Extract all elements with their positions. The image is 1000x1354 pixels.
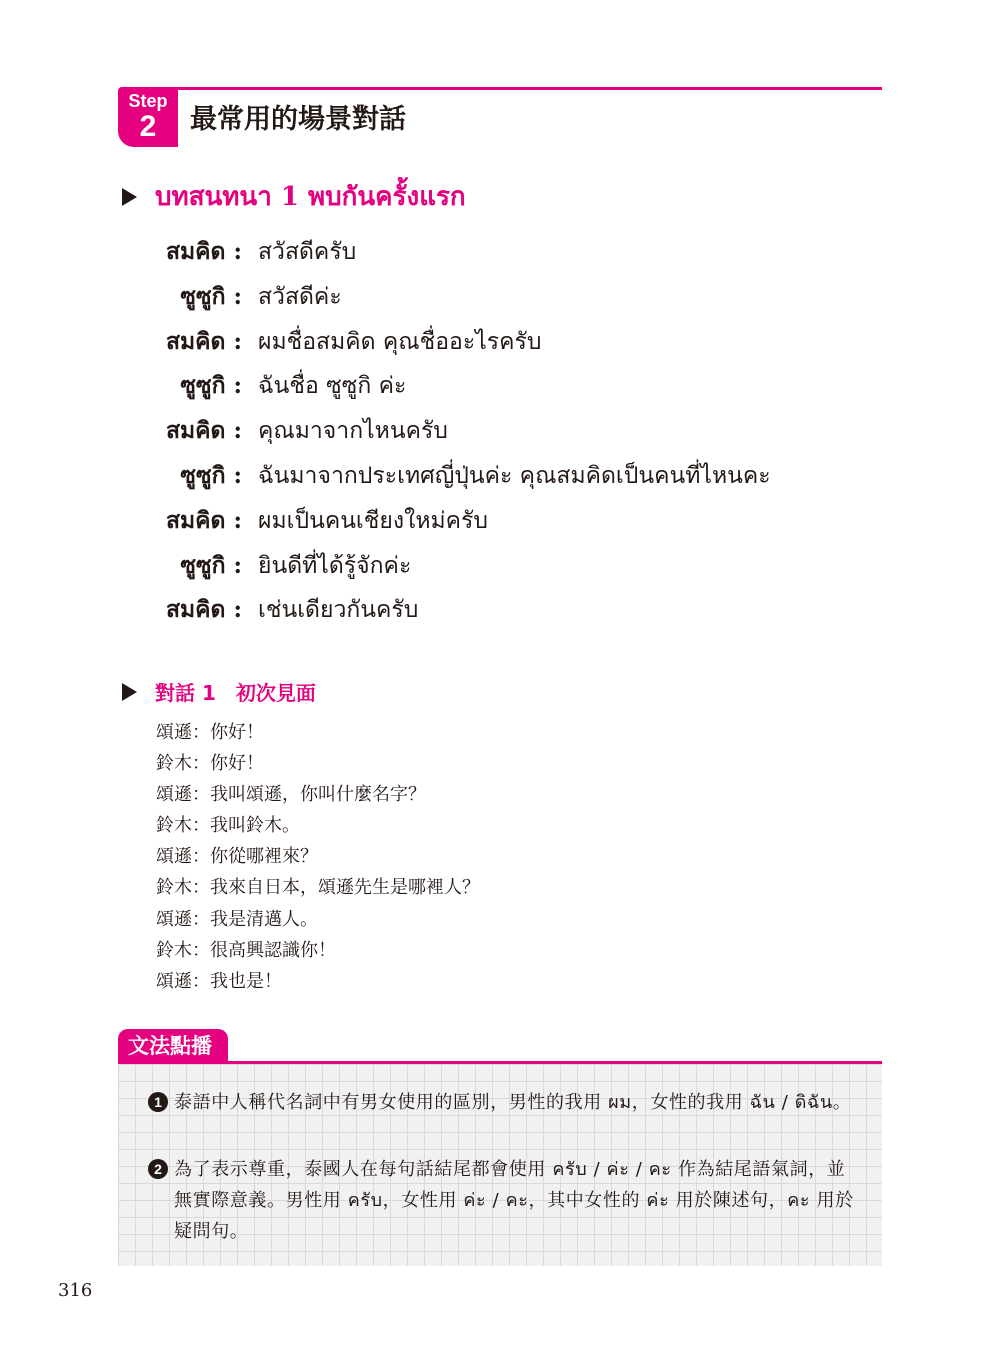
dialogue-line [0, 364, 1000, 409]
dialogue-text: 我也是！ [210, 970, 282, 992]
dialogue-line [0, 588, 1000, 633]
dialogue-line [0, 275, 1000, 320]
dialogue-line [0, 454, 1000, 499]
dialogue-text: ผมเป็นคนเชียงใหม่ครับ [258, 507, 488, 534]
dialogue-line [156, 872, 480, 903]
dialogue-text: 很高興認識你！ [210, 939, 336, 961]
speaker-name: สมคิด : [165, 506, 242, 534]
dialogue-line [0, 499, 1000, 544]
speaker-name: 鈴木： [156, 877, 210, 899]
chinese-dialogue [156, 717, 480, 997]
dialogue-text: สวัสดีครับ [258, 239, 357, 265]
step-header-rule [176, 87, 882, 90]
dialogue-text: ฉันชื่อ ซูซูกิ ค่ะ [258, 373, 407, 400]
dialogue-text: ยินดีที่ได้รู้จักค่ะ [258, 552, 412, 579]
speaker-name: สมคิด : [165, 417, 242, 445]
note-number-badge: 2 [148, 1159, 168, 1179]
dialogue-text: 你好！ [210, 722, 264, 743]
speaker-name: สมคิด : [165, 327, 242, 355]
speaker-name: 頌遜： [156, 722, 210, 743]
grammar-notes-box [118, 1064, 882, 1266]
triangle-bullet-icon [122, 683, 137, 701]
dialogue-line [0, 409, 1000, 454]
speaker-name: ซูซูกิ : [180, 282, 242, 310]
speaker-name: 頌遜： [156, 970, 210, 992]
dialogue-text: 我叫鈴木。 [210, 815, 300, 837]
speaker-name: 頌遜： [156, 846, 210, 868]
dialogue-text: 你從哪裡來？ [210, 846, 318, 868]
step-word: Step [128, 91, 168, 111]
dialogue-line [0, 230, 1000, 275]
dialogue-line [156, 748, 480, 779]
dialogue-text: สวัสดีค่ะ [258, 283, 342, 310]
dialogue-text: 我是清邁人。 [210, 908, 318, 930]
dialogue-line [156, 779, 480, 810]
dialogue-text: 你好！ [210, 753, 264, 775]
speaker-name: สมคิด : [165, 238, 242, 265]
dialogue-text: คุณมาจากไหนครับ [258, 418, 448, 445]
step-badge [118, 87, 178, 147]
chinese-dialogue-heading-text: 對話 1 初次見面 [155, 681, 316, 705]
grammar-note [148, 1154, 860, 1247]
dialogue-text: 我來自日本，頌遜先生是哪裡人？ [210, 877, 480, 899]
dialogue-text: 我叫頌遜，你叫什麼名字？ [210, 784, 426, 806]
dialogue-line [156, 935, 480, 966]
dialogue-line [156, 841, 480, 872]
dialogue-line [156, 904, 480, 935]
chinese-dialogue-heading [122, 677, 316, 706]
thai-dialogue-heading-text: บทสนทนา 1 พบกันครั้งแรก [155, 182, 466, 212]
speaker-name: ซูซูกิ : [180, 461, 242, 489]
dialogue-line [156, 810, 480, 841]
dialogue-line [0, 320, 1000, 365]
grammar-title: 文法點播 [118, 1029, 228, 1063]
dialogue-text: ฉันมาจากประเทศญี่ปุ่นค่ะ คุณสมคิดเป็นคนที่ไหนคะ [258, 462, 771, 489]
grammar-note-text: 泰語中人稱代名詞中有男女使用的區別，男性的我用 ผม，女性的我用 ฉัน / ดิฉัน。 [174, 1092, 852, 1113]
speaker-name: 鈴木： [156, 815, 210, 837]
dialogue-text: ผมชื่อสมคิด คุณชื่ออะไรครับ [258, 328, 542, 355]
speaker-name: 頌遜： [156, 784, 210, 806]
speaker-name: ซูซูกิ : [180, 372, 242, 400]
dialogue-line [0, 544, 1000, 589]
speaker-name: 鈴木： [156, 753, 210, 775]
dialogue-line [156, 966, 480, 997]
speaker-name: 鈴木： [156, 939, 210, 961]
dialogue-text: เช่นเดียวกันครับ [258, 597, 419, 624]
page-number: 316 [58, 1280, 93, 1301]
thai-dialogue [0, 230, 1000, 633]
grammar-note-text: 為了表示尊重，泰國人在每句話結尾都會使用 ครับ / ค่ะ / คะ 作為結尾語氣詞，並無實際意義。男性用 ครับ，女性用 ค่ะ / คะ，其中女性的 ค่ะ 用於陳述句，คะ 用於疑問句。 [174, 1159, 854, 1242]
thai-dialogue-heading [122, 176, 466, 217]
dialogue-line [156, 717, 480, 748]
page-title: 最常用的場景對話 [190, 104, 406, 135]
triangle-bullet-icon [122, 188, 137, 206]
speaker-name: ซูซูกิ : [180, 551, 242, 579]
grammar-note [148, 1087, 860, 1118]
speaker-name: 頌遜： [156, 908, 210, 930]
speaker-name: สมคิด : [165, 596, 242, 624]
step-number: 2 [139, 110, 157, 143]
note-number-badge: 1 [148, 1092, 168, 1112]
